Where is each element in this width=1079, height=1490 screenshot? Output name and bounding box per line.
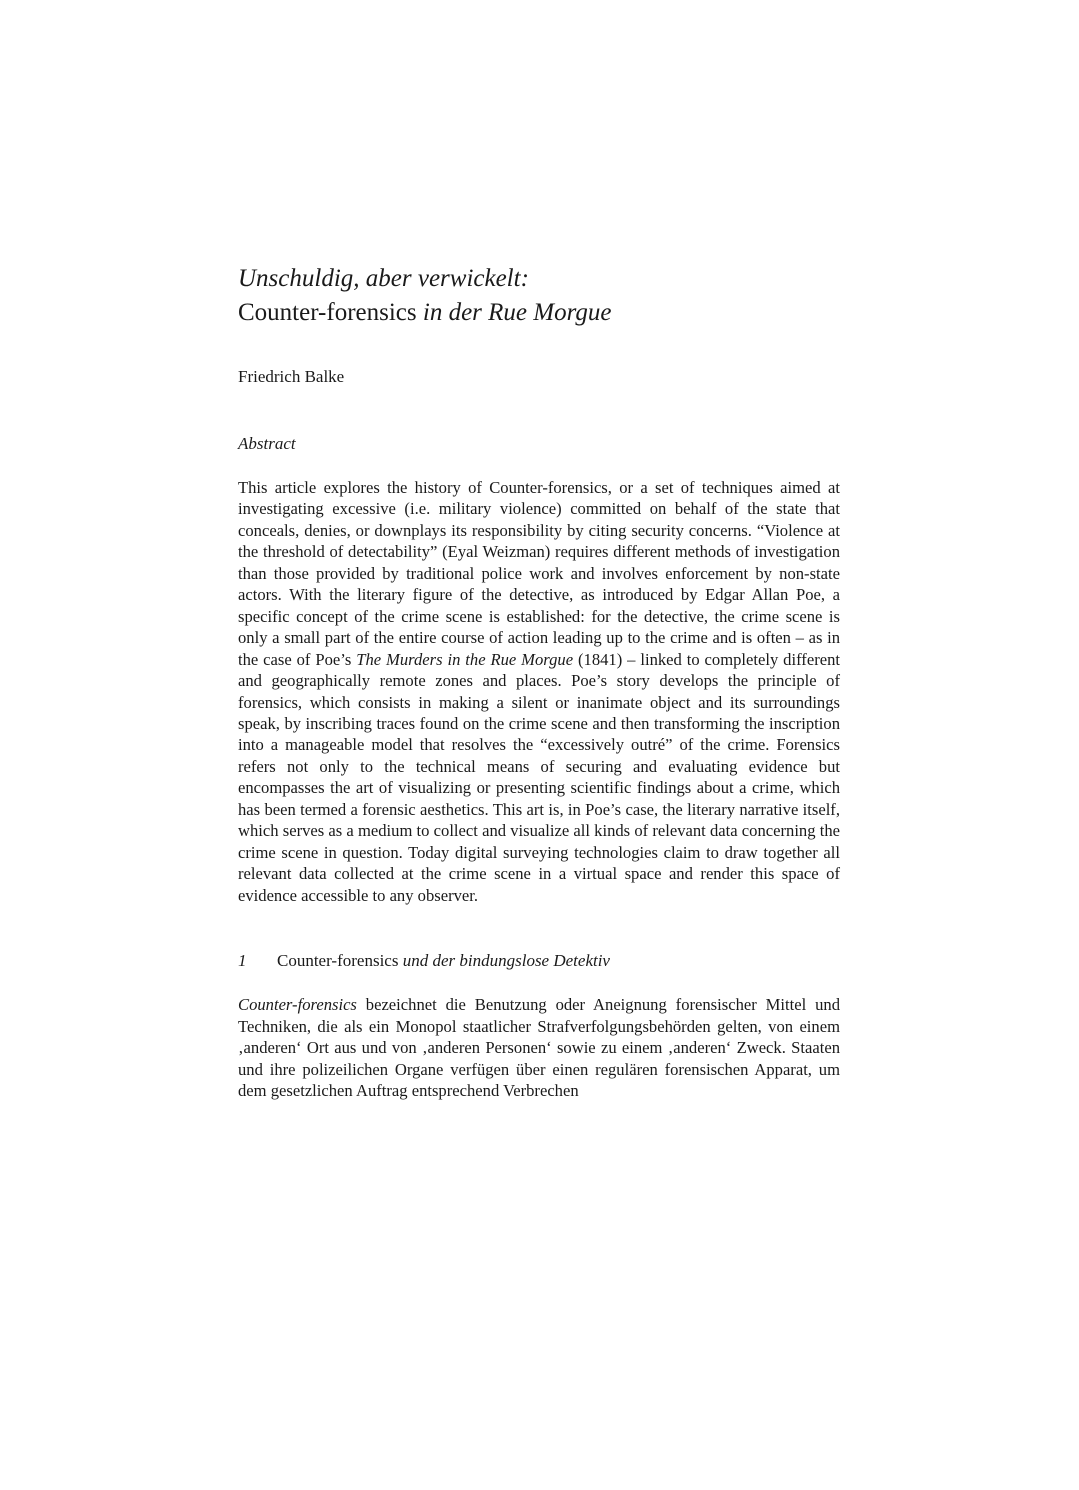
abstract-text	[238, 477, 840, 906]
section-heading	[238, 950, 840, 972]
title-line-2	[238, 296, 840, 330]
abstract-text-part-1: This article explores the history of Counter-forensics, or a set of techniques aimed at investigating excessive (i.e. military violence) committed on behalf of the state that conceals, denies, or downplays its responsibility by citing security concerns. “Violence at the threshold of detectability” (Eyal Weizman) requires different methods of investigation than those provided by traditional police work and involves enforcement by non-state actors. With the literary figure of the detective, as introduced by Edgar Allan Poe, a specific concept of the crime scene is established: for the detective, the crime scene is only a small part of the entire course of action leading up to the crime and is often – as in the case of Poe’s	[238, 478, 840, 669]
section-title-italic: und der bindungslose Detektiv	[402, 951, 610, 971]
section-number: 1	[238, 951, 247, 971]
abstract-heading: Abstract	[238, 434, 296, 453]
abstract-text-part-2: (1841) – linked to completely different and geographically remote zones and places. Poe’s story develops the principle of forensics, which consists in making a silent or inanimate object and its surroundings speak, by inscribing traces found on the crime scene and then transforming the inscription into a manageable model that resolves the “excessively outré” of the crime. Forensics refers not only to the technical means of securing and evaluating evidence but encompasses the art of visualizing or presenting scientific findings about a crime, which has been termed a forensic aesthetics. This art is, in Poe’s case, the literary narrative itself, which serves as a medium to collect and visualize all kinds of relevant data concerning the crime scene in question. Today digital surveying technologies claim to draw together all relevant data collected at the crime scene in a virtual space and render this space of evidence accessible to any observer.	[238, 649, 840, 905]
author-name: Friedrich Balke	[238, 367, 345, 386]
abstract-work-title: The Murders in the Rue Morgue	[356, 649, 574, 669]
section-title	[277, 950, 610, 972]
section-term: Counter-forensics	[238, 995, 357, 1015]
title-line-2-plain: Counter-forensics	[238, 299, 423, 326]
article-title	[238, 262, 840, 330]
title-line-2-italic: in der Rue Morgue	[422, 299, 612, 326]
section-text: bezeichnet die Benutzung oder Aneignung forensischer Mittel und Techniken, die als ein Monopol staatlicher Strafverfolgungsbehörden gelten, von einem ‚anderen‘ Ort aus und von ‚anderen Personen‘ sowie zu einem ‚anderen‘ Zweck. Staaten und ihre polizeilichen Organe verfügen über einen regulären forensischen Apparat, um dem gesetzlichen Auftrag entsprechend Verbrechen	[238, 995, 840, 1101]
section-title-plain: Counter-forensics	[277, 951, 403, 971]
paper-page	[238, 262, 840, 1119]
title-line-1: Unschuldig, aber verwickelt:	[238, 265, 529, 292]
section-body-text	[238, 994, 840, 1102]
